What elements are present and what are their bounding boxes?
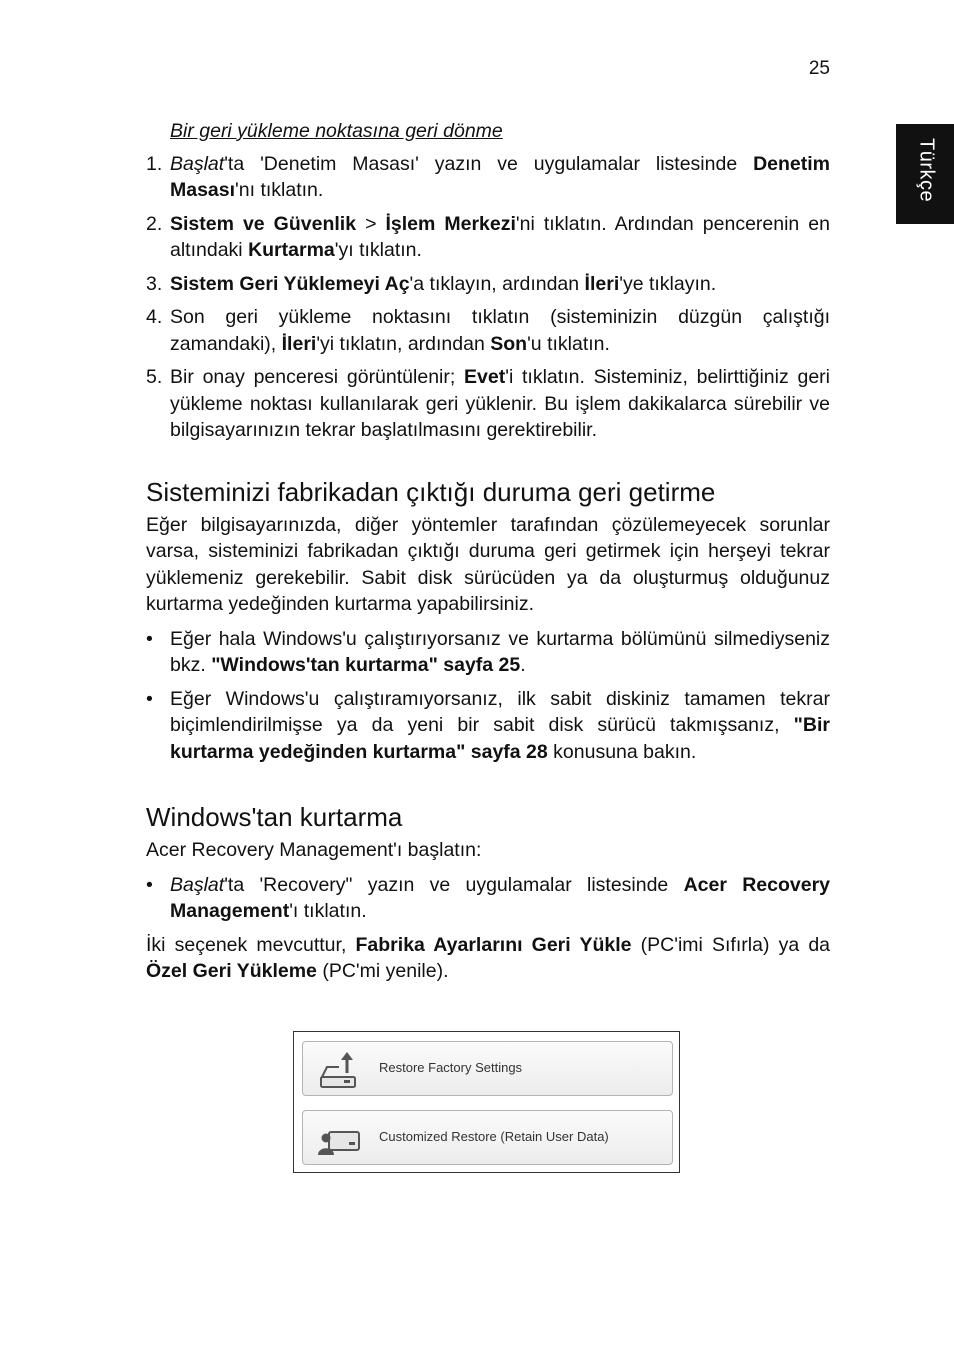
list-item: [146, 626, 830, 679]
text-bold: Denetim Masası: [170, 152, 830, 201]
customized-restore-label: Customized Restore (Retain User Data): [379, 1129, 609, 1145]
text: 'i tıklatın. Sisteminiz, belirttiğiniz geri yükleme noktası kullanılarak geri yüklenir. Bu işlem dakikalarca sürebilir ve bilgisayarınızın tekrar başlatılmasını gerektirebilir.: [170, 366, 830, 441]
text-bold: Kurtarma: [248, 239, 335, 261]
restore-factory-settings-button[interactable]: [302, 1041, 673, 1096]
bullet-marker: •: [146, 627, 153, 650]
text: 'ye tıklayın.: [619, 272, 717, 295]
language-tab: [896, 124, 954, 224]
text-bold: Acer Recovery Management: [170, 873, 831, 922]
text: (PC'mi yenile).: [316, 960, 449, 982]
text-bold: Evet: [464, 366, 506, 388]
text: Eğer hala Windows'u çalıştırıyorsanız ve kurtarma bölümünü silmediyseniz bkz.: [170, 627, 830, 676]
text-bold: Sistem ve Güvenlik: [170, 212, 357, 235]
list-item: [146, 271, 830, 298]
paragraph-options: [146, 932, 830, 985]
windows-recovery-bullets: [146, 872, 830, 925]
text-bold: Özel Geri Yükleme: [146, 960, 317, 982]
restore-steps-list: [146, 151, 830, 444]
list-item: [146, 686, 830, 766]
drive-user-icon: [317, 1118, 365, 1158]
step-number: 2.: [146, 212, 163, 235]
bullet-marker: •: [146, 687, 153, 710]
list-item: [146, 211, 830, 264]
text: Bir onay penceresi görüntülenir;: [170, 366, 465, 388]
text: 'ni tıklatın. Ardından pencerenin en altındaki: [170, 212, 830, 261]
text: Eğer Windows'u çalıştıramıyorsanız, ilk sabit diskiniz tamamen tekrar biçimlendirilmişse ya da yeni bir sabit disk sürücü takmışsanız,: [170, 687, 830, 736]
text: konusuna bakın.: [547, 740, 697, 763]
subheading-restore-point: Bir geri yükleme noktasına geri dönme: [170, 120, 503, 142]
text: 'a tıklayın, ardından: [409, 272, 585, 295]
paragraph-factory-restore: Eğer bilgisayarınızda, diğer yöntemler tarafından çözülemeyecek sorunlar varsa, sisteminizi fabrikadan çıktığı duruma geri getirmek için herşeyi tekrar yüklemeniz gerekebilir. Sabit disk sürücüden ya da oluşturmuş olduğunuz kurtarma yedeğinden kurtarma yapabilirsiniz.: [146, 513, 830, 615]
text-bold: Fabrika Ayarlarını Geri Yükle: [355, 933, 632, 956]
list-item: [146, 872, 830, 925]
text: 'u tıklatın.: [527, 332, 610, 355]
cross-reference-link[interactable]: "Bir kurtarma yedeğinden kurtarma" sayfa 28: [170, 714, 830, 763]
page-content: [146, 118, 830, 993]
text-bold: Son: [490, 332, 528, 355]
text: >: [356, 212, 386, 235]
text: Son geri yükleme noktasını tıklatın (sisteminizin düzgün çalıştığı zamandaki),: [170, 306, 830, 355]
factory-restore-bullets: [146, 626, 830, 766]
step-number: 1.: [146, 152, 163, 175]
text: 'ta 'Denetim Masası' yazın ve uygulamalar listesinde: [224, 152, 754, 175]
list-item: [146, 364, 830, 444]
step-number: 3.: [146, 272, 163, 295]
restore-factory-settings-label: Restore Factory Settings: [379, 1060, 523, 1076]
step-number: 4.: [146, 306, 163, 328]
list-item: [146, 151, 830, 204]
heading-factory-restore: Sisteminizi fabrikadan çıktığı duruma geri getirme: [146, 476, 716, 507]
step-number: 5.: [146, 366, 163, 388]
text-italic: Başlat: [170, 873, 225, 896]
text: 'ı tıklatın.: [289, 900, 367, 922]
paragraph-intro: Acer Recovery Management'ı başlatın:: [146, 839, 482, 861]
text-bold: İşlem Merkezi: [385, 212, 516, 235]
page-number: 25: [808, 58, 830, 79]
customized-restore-button[interactable]: [302, 1110, 673, 1165]
text-bold: İleri: [281, 332, 317, 355]
list-item: [146, 304, 830, 357]
text: İki seçenek mevcuttur,: [146, 933, 356, 956]
bullet-marker: •: [146, 873, 153, 896]
drive-upload-icon: [317, 1049, 365, 1089]
text: (PC'imi Sıfırla) ya da: [631, 933, 831, 956]
text: 'nı tıklatın.: [235, 179, 324, 201]
language-tab-label: Türkçe: [915, 138, 938, 203]
text: 'yı tıklatın.: [334, 239, 422, 261]
heading-windows-recovery: Windows'tan kurtarma: [146, 802, 403, 832]
text-bold: İleri: [584, 272, 620, 295]
recovery-options-screenshot: [293, 1031, 680, 1173]
text-italic: Başlat: [170, 152, 225, 175]
text: 'ta 'Recovery" yazın ve uygulamalar listesinde: [224, 873, 684, 896]
text-bold: Sistem Geri Yüklemeyi Aç: [170, 272, 410, 295]
cross-reference-link[interactable]: "Windows'tan kurtarma" sayfa 25: [211, 654, 521, 676]
text: .: [520, 654, 526, 676]
text: 'yi tıklatın, ardından: [316, 332, 491, 355]
